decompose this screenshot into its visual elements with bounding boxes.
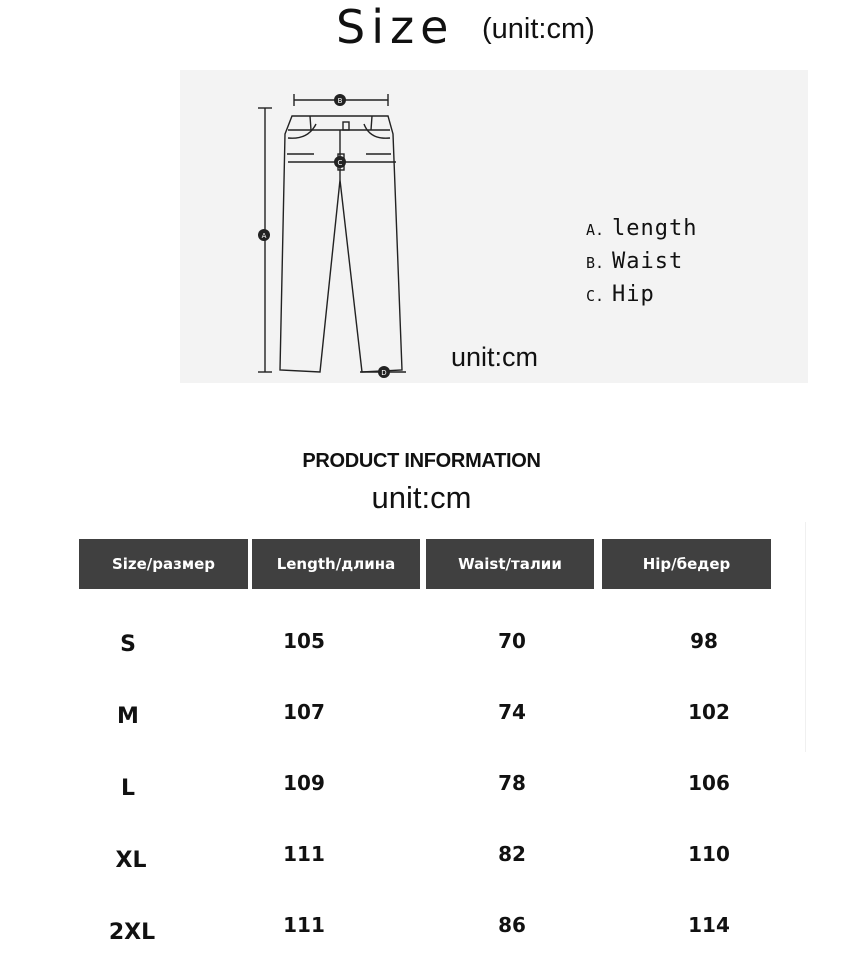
column-header-hip: Hip/бедер (602, 539, 771, 589)
product-info-unit: unit:cm (371, 480, 472, 515)
legend-key: A. (586, 221, 605, 239)
table-cell-waist: 82 (498, 842, 526, 866)
marker-a-icon (258, 229, 270, 241)
svg-text:C: C (337, 159, 343, 167)
table-cell-hip: 114 (688, 913, 730, 937)
table-cell-length: 105 (283, 629, 325, 653)
diagram-unit-note: unit:cm (451, 342, 539, 372)
column-header-waist: Waist/талии (426, 539, 594, 589)
legend-label: length (612, 216, 698, 241)
legend-label: Hip (612, 282, 655, 307)
table-cell-hip: 102 (688, 700, 730, 724)
title-unit: (unit:cm) (482, 13, 595, 45)
table-cell-hip: 110 (688, 842, 730, 866)
table-edge (805, 522, 806, 752)
legend-key: B. (586, 254, 605, 272)
page-title: Size (336, 0, 455, 54)
marker-c-icon (334, 156, 346, 168)
table-cell-hip: 98 (690, 629, 718, 653)
table-cell-length: 109 (283, 771, 325, 795)
table-cell-size: M (117, 704, 139, 729)
table-cell-length: 111 (283, 842, 325, 866)
marker-b-icon (334, 94, 346, 106)
product-info-title: PRODUCT INFORMATION (302, 450, 541, 472)
column-header-size: Size/размер (79, 539, 248, 589)
table-cell-hip: 106 (688, 771, 730, 795)
table-cell-length: 111 (283, 913, 325, 937)
table-cell-size: 2XL (108, 920, 156, 945)
table-cell-waist: 78 (498, 771, 526, 795)
legend-item-waist (586, 249, 697, 282)
table-cell-length: 107 (283, 700, 325, 724)
legend-item-hip (586, 282, 697, 315)
svg-text:A: A (261, 232, 267, 240)
page-header (0, 0, 843, 60)
legend-key: C. (586, 287, 605, 305)
table-cell-waist: 74 (498, 700, 526, 724)
legend-label: Waist (612, 249, 684, 274)
dimension-markers (180, 70, 808, 383)
measurement-diagram-panel (180, 70, 808, 383)
marker-d-icon (378, 366, 390, 378)
svg-text:B: B (337, 97, 343, 105)
table-cell-waist: 70 (498, 629, 526, 653)
table-cell-size: S (120, 632, 136, 657)
svg-text:D: D (381, 369, 387, 377)
table-cell-size: XL (115, 848, 147, 873)
table-cell-waist: 86 (498, 913, 526, 937)
table-cell-size: L (120, 776, 136, 801)
column-header-length: Length/длина (252, 539, 420, 589)
legend-item-length (586, 216, 697, 249)
measurement-legend (586, 216, 697, 315)
